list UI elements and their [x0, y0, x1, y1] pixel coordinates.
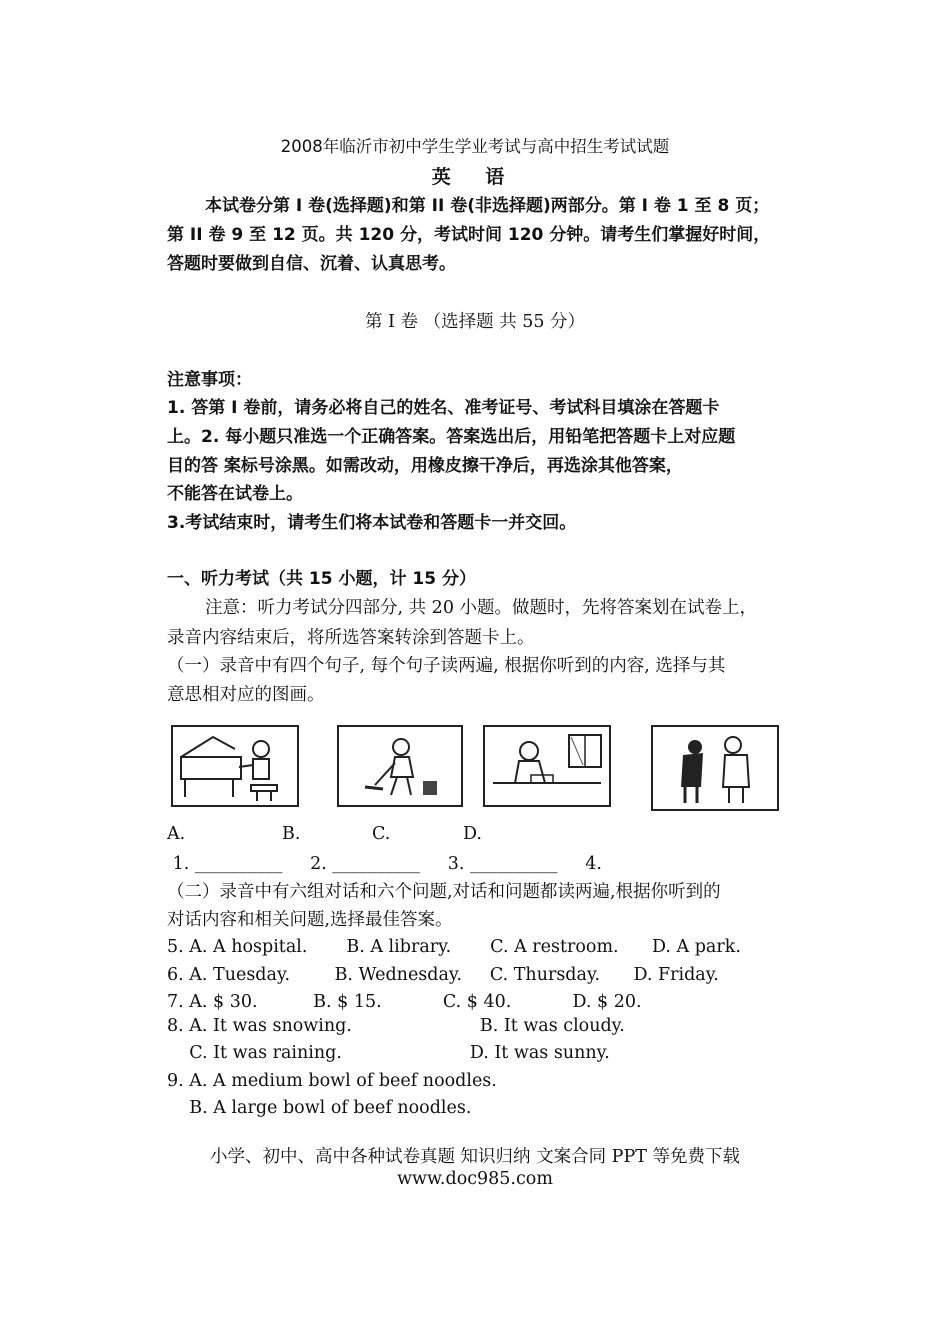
picture-label-c: C. — [372, 824, 391, 844]
notes-line: 上。2. 每小题只准选一个正确答案。答案选出后，用铅笔把答题卡上对应题 — [167, 427, 736, 447]
notes-line: 不能答在试卷上。 — [167, 484, 303, 504]
picture-a — [171, 725, 299, 807]
question-6: 6. A. Tuesday. B. Wednesday. C. Thursday. D. Friday. — [167, 965, 719, 985]
sub1-line-2: 意思相对应的图画。 — [167, 685, 325, 705]
sub2-line-2: 对话内容和相关问题,选择最佳答案。 — [167, 910, 453, 930]
picture-label-d: D. — [463, 824, 482, 844]
intro-line-1: 本试卷分第 I 卷(选择题)和第 II 卷(非选择题)两部分。第 I 卷 1 至 8 页； — [205, 196, 770, 216]
picture-d — [651, 725, 779, 811]
notes-heading: 注意事项： — [167, 370, 252, 390]
sub1-line-1: （一）录音中有四个句子, 每个句子读两遍, 根据你听到的内容, 选择与其 — [167, 656, 726, 676]
intro-line-3: 答题时要做到自信、沉着、认真思考。 — [167, 254, 456, 274]
part1-note-2: 录音内容结束后，将所选答案转涂到答题卡上。 — [167, 628, 535, 648]
intro-line-2: 第 II 卷 9 至 12 页。共 120 分，考试时间 120 分钟。请考生们掌握好时间， — [167, 225, 771, 245]
question-8-line-2: C. It was raining. D. It was sunny. — [167, 1043, 610, 1063]
question-5: 5. A. A hospital. B. A library. C. A restroom. D. A park. — [167, 937, 741, 957]
footer-url: www.doc985.com — [397, 1169, 553, 1189]
subject-heading: 英 语 — [431, 166, 519, 188]
notes-line: 3.考试结束时，请考生们将本试卷和答题卡一并交回。 — [167, 513, 577, 533]
exam-title: 2008年临沂市初中学生学业考试与高中招生考试试题 — [280, 137, 670, 156]
notes-line: 1. 答第 I 卷前，请务必将自己的姓名、准考证号、考试科目填涂在答题卡 — [167, 398, 720, 418]
section-title: 第 I 卷 （选择题 共 55 分） — [364, 312, 586, 332]
footer-line-1: 小学、初中、高中各种试卷真题 知识归纳 文案合同 PPT 等免费下载 — [210, 1147, 740, 1167]
picture-label-b: B. — [282, 824, 301, 844]
picture-label-a: A. — [167, 824, 186, 844]
part1-heading: 一、听力考试（共 15 小题，计 15 分） — [167, 569, 476, 589]
answer-blanks: 1. __________ 2. __________ 3. __________ 4. — [167, 854, 602, 874]
sub2-line-1: （二）录音中有六组对话和六个问题,对话和问题都读两遍,根据你听到的 — [167, 882, 721, 902]
question-9-line-1: 9. A. A medium bowl of beef noodles. — [167, 1071, 497, 1091]
part1-note-1: 注意：听力考试分四部分, 共 20 小题。做题时，先将答案划在试卷上， — [205, 598, 758, 618]
notes-line: 目的答 案标号涂黑。如需改动，用橡皮擦干净后，再选涂其他答案， — [167, 456, 683, 476]
question-9-line-2: B. A large bowl of beef noodles. — [167, 1098, 472, 1118]
two-men-bowing-icon — [653, 727, 777, 809]
picture-c — [483, 725, 611, 807]
question-8-line-1: 8. A. It was snowing. B. It was cloudy. — [167, 1016, 625, 1036]
picture-b — [337, 725, 463, 807]
girl-writing-icon — [485, 727, 609, 805]
question-7: 7. A. $ 30. B. $ 15. C. $ 40. D. $ 20. — [167, 992, 642, 1012]
girl-sweeping-icon — [339, 727, 461, 805]
piano-player-icon — [173, 727, 297, 805]
